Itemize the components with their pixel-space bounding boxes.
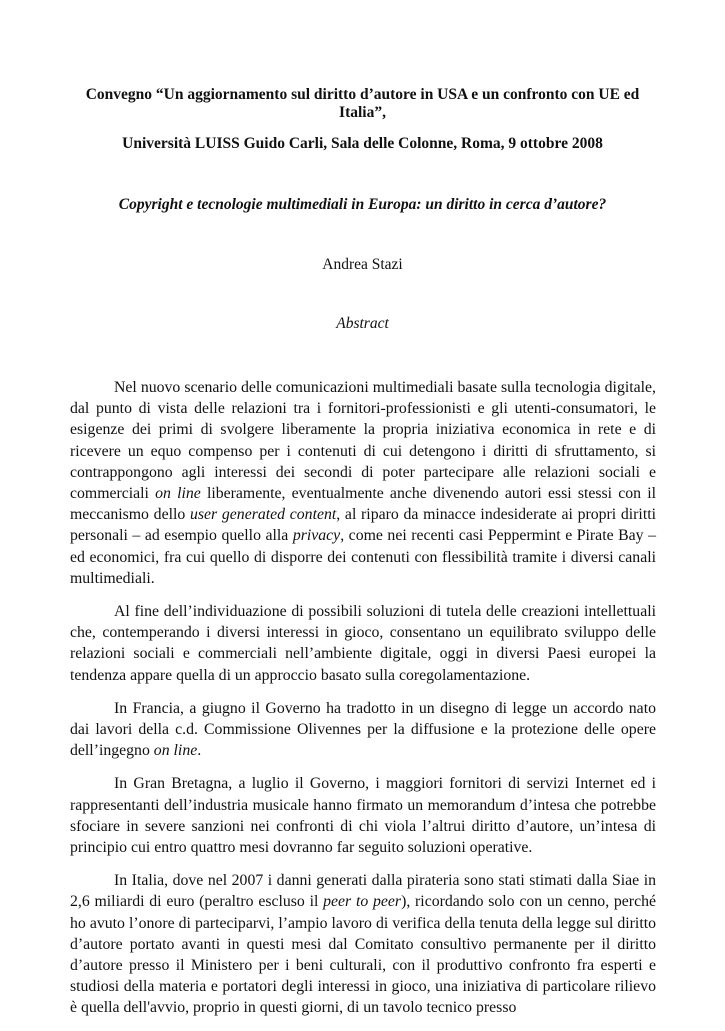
paragraph-2: Al fine dell’individuazione di possibili soluzioni di tutela delle creazioni intellettuali che, contemperando i diversi interessi in gioco, consentano un equilibrato sviluppo delle relazioni sociali e commerciali nell’ambiente digitale, oggi in diversi Paesi europei la tendenza appare quella di un approccio basato sulla coregolamentazione.	[70, 603, 656, 684]
abstract-heading: Abstract	[336, 315, 389, 332]
paragraph-1	[70, 377, 656, 589]
paragraph-1-italic-privacy: privacy	[292, 527, 341, 545]
paragraph-1-text-d: , come nei recenti casi Peppermint e Pirate Bay – ed economici, fra cui quello di disporre dei contenuti con flessibilità tramite i diversi canali multimediali.	[70, 527, 656, 587]
paragraph-3	[70, 698, 656, 762]
abstract-body	[70, 377, 656, 1031]
paragraph-5	[70, 870, 656, 1018]
paragraph-1-text-b: liberamente, eventualmente anche divenendo autori essi stessi con il meccanismo dello	[70, 485, 656, 524]
paragraph-5-text-a: In Italia, dove nel 2007 i danni generati dalla pirateria sono stati stimati dalla Siae in 2,6 miliardi di euro (peraltro escluso il	[70, 872, 656, 911]
paragraph-1-text-c: , al riparo da minacce indesiderate ai propri diritti personali – ad esempio quello alla	[70, 506, 656, 545]
paper-title: Copyright e tecnologie multimediali in Europa: un diritto in cerca d’autore?	[118, 196, 607, 213]
paragraph-4: In Gran Bretagna, a luglio il Governo, i maggiori fornitori di servizi Internet ed i rappresentanti dell’industria musicale hanno firmato un memorandum d’intesa che potrebbe sfociare in severe sanzioni nei confronti di chi viola l’altrui diritto d’autore, un’intesa di principio cui entro quattro mesi dovranno far seguito soluzioni operative.	[70, 775, 656, 857]
conference-venue: Università LUISS Guido Carli, Sala delle Colonne, Roma, 9 ottobre 2008	[122, 135, 603, 152]
conference-title: Convegno “Un aggiornamento sul diritto d’autore in USA e un confronto con UE ed Italia”,	[85, 86, 640, 121]
paragraph-3-text-a: In Francia, a giugno il Governo ha tradotto in un disegno di legge un accordo nato dai lavori della c.d. Commissione Olivennes per la diffusione e la protezione delle opere dell’ingegno	[70, 699, 656, 760]
paragraph-1-italic-on-line: on line	[155, 485, 201, 503]
paragraph-1-text-a: Nel nuovo scenario delle comunicazioni multimediali basate sulla tecnologia digitale, dal punto di vista delle relazioni tra i fornitori-professionisti e gli utenti-consumatori, le esigenze dei primi di svolgere liberamente la propria iniziativa economica in rete e di ricevere un equo compenso per i contenuti di cui detengono i diritti di sfruttamento, si contrappongono agli interessi dei secondi di poter partecipare alle relazioni sociali e commerciali	[70, 379, 656, 503]
author-name: Andrea Stazi	[322, 256, 403, 273]
paragraph-5-italic-p2p: peer to peer	[323, 893, 402, 911]
paragraph-3-italic-on-line: on line	[153, 742, 198, 760]
paragraph-5-text-b: ), ricordando solo con un cenno, perché ho avuto l’onore di parteciparvi, l’ampio lavoro di verifica della tenuta della legge sul diritto d’autore portato avanti in questi mesi dal Comitato consultivo permanente per il diritto d’autore presso il Ministero per i beni culturali, con il produttivo confronto fra esperti e studiosi della materia e portatori degli interessi in gioco, una iniziativa di particolare rilievo è quella dell'avvio, proprio in questi giorni, di un tavolo tecnico presso	[70, 893, 656, 1017]
paragraph-3-text-b: .	[197, 742, 202, 760]
paragraph-1-italic-ugc: user generated content	[189, 506, 337, 524]
